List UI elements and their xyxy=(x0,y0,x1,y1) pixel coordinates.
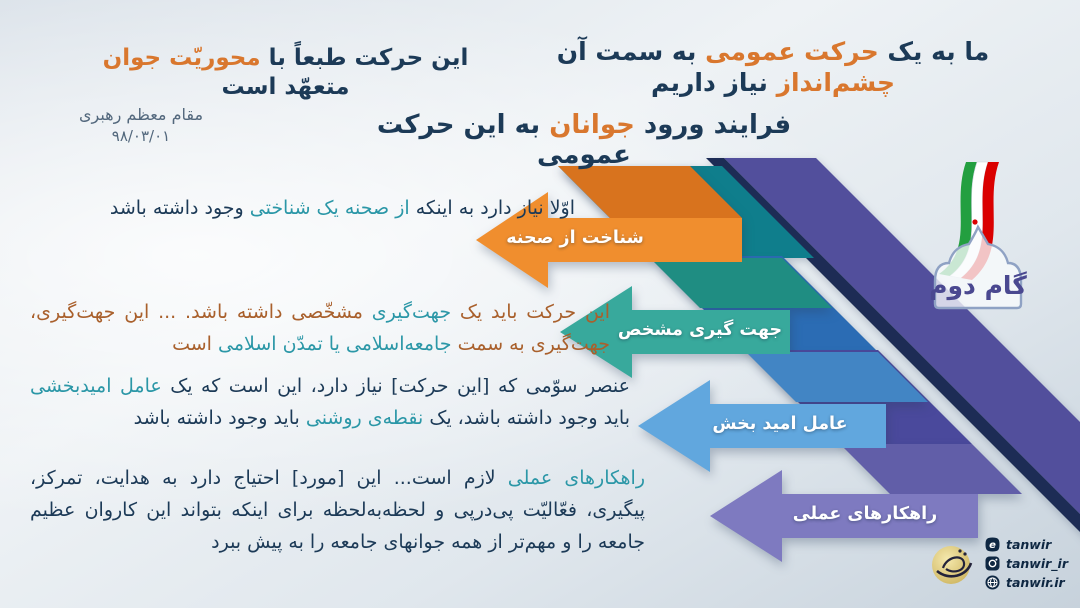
social-handle-instagram: tanwir_ir xyxy=(1005,556,1068,571)
step-description-1: اوّلا نیاز دارد به اینکه از صحنه یک شناختی وجود داشته باشد xyxy=(109,197,575,219)
social-handle-eitaa: tanwir xyxy=(1005,537,1052,552)
step-label-3: عامل امید بخش xyxy=(712,414,848,434)
step-label-1: شناخت از صحنه xyxy=(506,228,644,248)
arrow-fold-4 xyxy=(840,444,1022,494)
step-label-4: راهکارهای عملی xyxy=(792,504,938,524)
quote-top-right: ما به یک حرکت عمومی به سمت آن چشم‌انداز نیاز داریم xyxy=(556,37,990,98)
arrow-fold-2 xyxy=(650,258,832,308)
instagram-icon xyxy=(985,556,1000,571)
tanwir-gold-logo xyxy=(929,538,977,590)
second-step-logo xyxy=(929,162,1027,308)
social-row-website xyxy=(985,575,1068,590)
eitaa-icon xyxy=(985,537,1000,552)
attribution-date: ۹۸/۰۳/۰۱ xyxy=(111,127,171,146)
social-row-instagram xyxy=(985,556,1068,571)
social-handle-website: tanwir.ir xyxy=(1005,575,1065,590)
iran-flag-emblem xyxy=(972,219,977,224)
quote-top-left: این حرکت طبعاً با محوریّت جوان متعهّد است xyxy=(102,45,469,100)
footer-social xyxy=(929,537,1068,590)
page-title: فرایند ورود جوانان به این حرکت عمومی xyxy=(376,110,792,170)
step-description-2: این حرکت باید یک جهت‌گیری مشخّصی داشته باشد. ... این جهت‌گیری، جهت‌گیری به سمت جامعه‌اسلامی یا تمدّن اسلامی است xyxy=(30,301,610,355)
arrow-fold-3 xyxy=(746,352,928,402)
second-step-logo-calligraphy: گام دوم xyxy=(929,271,1027,300)
svg-text:e: e xyxy=(989,540,996,551)
step-description-4: راهکارهای عملی لازم است... این [مورد] احتیاج دارد به هدایت، تمرکز، پیگیری، فعّالیّت پی‌درپی و لحظه‌به‌لحظه برای اینکه بتواند این کاروان عظیم جامعه را و مهم‌تر از همه جوانهای جامعه را به پیش ببرد xyxy=(30,467,645,553)
step-label-2: جهت گیری مشخص xyxy=(617,320,783,340)
globe-icon xyxy=(985,575,1000,590)
step-description-3: عنصر سوّمی که [این حرکت] نیاز دارد، این است که یک عامل امیدبخشی باید وجود داشته باشد، یک نقطه‌ی روشنی باید وجود داشته باشد xyxy=(30,375,630,429)
social-row-eitaa xyxy=(985,537,1068,552)
attribution-name: مقام معظم رهبری xyxy=(78,105,204,124)
attribution xyxy=(52,103,230,148)
